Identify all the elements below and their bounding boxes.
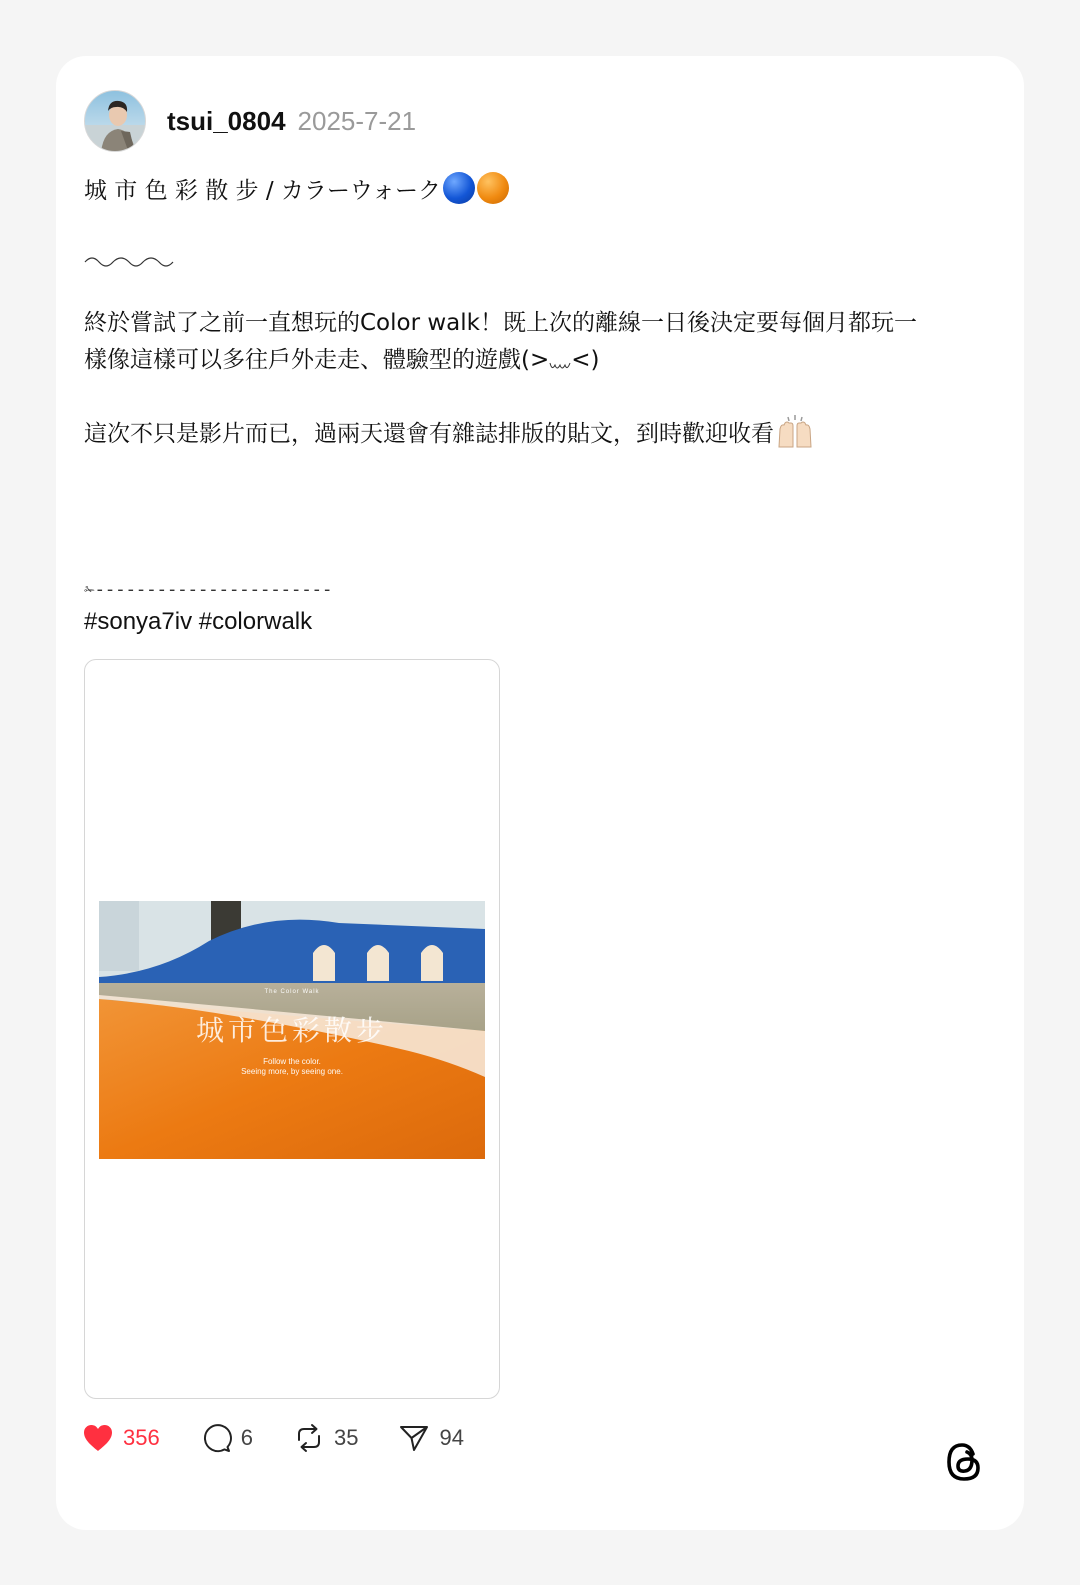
paragraph-1-line-1: 終於嘗試了之前一直想玩的Color walk！既上次的離線一日後決定要每個月都玩一 [84,310,917,336]
post-title-line [84,172,994,210]
like-count: 356 [123,1425,160,1450]
action-bar [82,1423,504,1453]
video-thumbnail [99,901,485,1159]
media-video[interactable] [84,659,500,1399]
paragraph-1-line-2 [84,342,994,379]
thumbnail-tagline-1: Follow the color. [263,1057,321,1066]
paragraph-2 [84,415,994,453]
wave-divider-icon [84,240,174,277]
kaomoji-mouth-icon [549,359,571,373]
scissor-divider: ✁----------------------- [84,579,333,600]
post-body [84,172,994,453]
threads-logo-icon[interactable] [944,1440,984,1484]
paragraph-1-line-2-text-a: 樣像這樣可以多往戶外走走、體驗型的遊戲(> [84,347,550,373]
comment-button[interactable] [200,1423,253,1453]
avatar[interactable] [84,90,146,152]
thumbnail-small-caption: The Color Walk [264,989,320,995]
share-button[interactable] [398,1423,463,1453]
comment-count: 6 [240,1425,253,1450]
heart-icon [82,1423,114,1453]
hashtags[interactable]: #sonya7iv #colorwalk [84,608,313,635]
username[interactable]: tsui_0804 [167,105,286,136]
repost-icon [293,1423,325,1453]
post-card [56,56,1024,1530]
avatar-image [85,91,146,152]
comment-icon [200,1423,232,1453]
post-header [84,90,416,152]
orange-circle-emoji [477,172,509,204]
title-text: 城 市 色 彩 散 步 / カラーウォーク [84,178,442,204]
blue-circle-emoji [443,172,475,204]
share-count: 94 [439,1425,464,1450]
thumbnail-title: 城市色彩散步 [195,1014,388,1047]
repost-button[interactable] [293,1423,358,1453]
paragraph-2-text: 這次不只是影片而已，過兩天還會有雜誌排版的貼文，到時歡迎收看 [84,421,774,447]
raising-hands-emoji [776,415,814,449]
like-button[interactable] [82,1423,160,1453]
repost-count: 35 [333,1425,359,1450]
share-icon [398,1423,430,1453]
paragraph-1-line-2-text-b: <) [571,347,600,373]
post-date: 2025-7-21 [297,105,417,136]
thumbnail-tagline-2: Seeing more, by seeing one. [241,1067,343,1076]
